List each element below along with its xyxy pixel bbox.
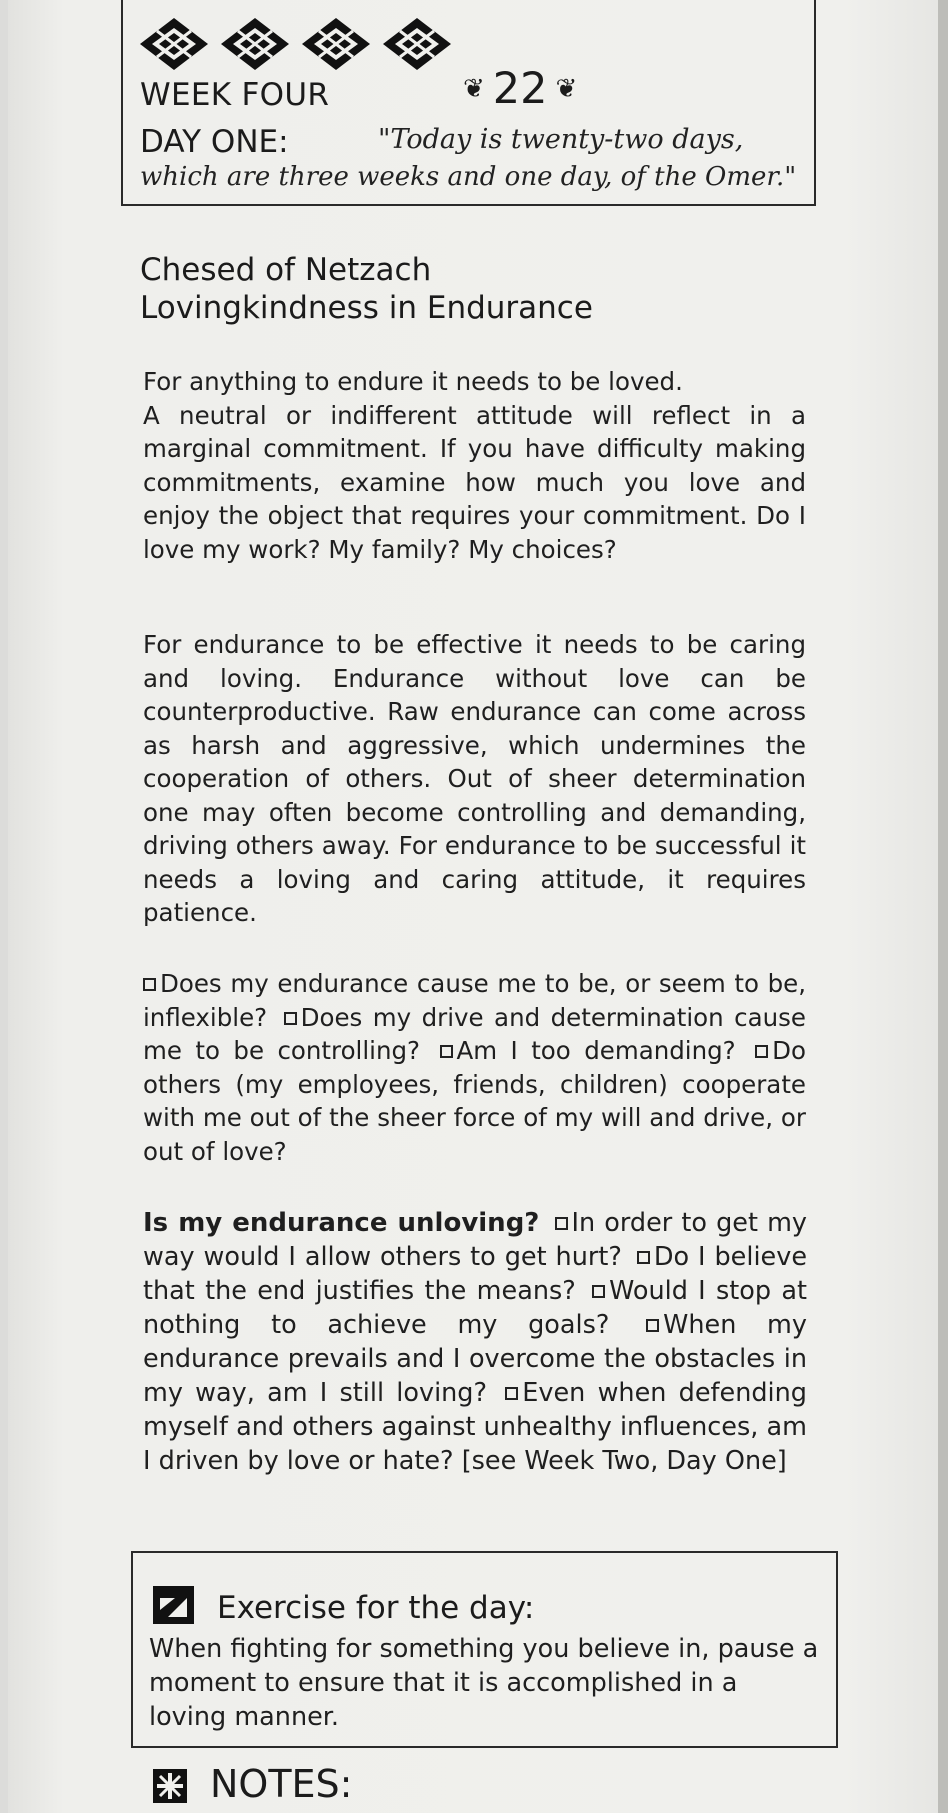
question-item: Does my endurance cause me to be, or seem to be, inflexible? (143, 969, 806, 1032)
checkbox-icon (637, 1251, 650, 1264)
day-number (463, 64, 577, 114)
question-item: Do others (my employees, friends, children) cooperate with me out of the sheer force of my will and drive, or out of love? (143, 1036, 806, 1166)
paragraph-endurance (143, 628, 806, 930)
checkbox-icon (646, 1319, 659, 1332)
checked-box-icon (151, 1584, 196, 1626)
day-number-value: 22 (492, 64, 548, 114)
checkbox-icon (143, 978, 156, 991)
question-item: Even when defending myself and others against unhealthy influences, am I driven by love or hate? (143, 1378, 807, 1476)
ornament-diamond-icon (300, 16, 372, 72)
paragraph-love (143, 365, 806, 566)
notes-label: NOTES: (210, 1762, 353, 1806)
checkbox-icon (755, 1045, 768, 1058)
cross-reference: [see Week Two, Day One] (461, 1446, 787, 1476)
ornament-diamond-icon (219, 16, 291, 72)
checkbox-icon (592, 1285, 605, 1298)
page-edge-shadow (938, 0, 948, 1813)
paragraph-lead: For anything to endure it needs to be loved. (143, 367, 683, 396)
question-item: Would I stop at nothing to achieve my goals? (143, 1276, 807, 1340)
week-label: WEEK FOUR (140, 77, 330, 113)
day-label: DAY ONE: (140, 124, 289, 160)
notes-asterisk-icon (152, 1768, 188, 1804)
checkbox-icon (440, 1045, 453, 1058)
ornament-diamond-icon (138, 16, 210, 72)
checkbox-icon (555, 1217, 568, 1230)
week-ornaments (138, 16, 453, 72)
question-item: In order to get my way would I allow others to get hurt? (143, 1208, 807, 1272)
question-list-unloving (143, 1206, 807, 1478)
omer-quote-line2: which are three weeks and one day, of the Omer." (140, 162, 797, 192)
question-item: Does my drive and determination cause me to be controlling? (143, 1002, 806, 1065)
question-list-endurance (143, 967, 806, 1168)
paragraph-body: For endurance to be effective it needs to be caring and loving. Endurance without love can be counterproductive. Raw endurance can come across as harsh and aggressive, which undermines the cooperation of others. Out of sheer determination one may often become controlling and demanding, driving others away. For endurance to be successful it needs a loving and caring attitude, it requires patience. (143, 630, 806, 927)
page-subtitle: Lovingkindness in Endurance (140, 290, 593, 326)
omer-quote-line1: "Today is twenty-two days, (378, 124, 744, 155)
paragraph-body: A neutral or indifferent attitude will reflect in a marginal commitment. If you have difficulty making commitments, examine how much you love and enjoy the object that requires your commitment. Do I love my work? My family? My choices? (143, 400, 806, 564)
exercise-text: When fighting for something you believe in, pause a moment to ensure that it is accomplished in a loving manner. (149, 1634, 819, 1732)
ornament-diamond-icon (381, 16, 453, 72)
ornament-left-icon: ❦ (463, 74, 485, 104)
page-title: Chesed of Netzach (140, 252, 432, 288)
question-item: Do I believe that the end justifies the means? (143, 1242, 808, 1306)
exercise-title: Exercise for the day: (217, 1590, 535, 1626)
question-heading: Is my endurance unloving? (143, 1208, 540, 1238)
checkbox-icon (505, 1387, 518, 1400)
question-item: When my endurance prevails and I overcome the obstacles in my way, am I still loving? (143, 1310, 807, 1408)
ornament-right-icon: ❦ (555, 74, 578, 104)
checkbox-icon (284, 1012, 297, 1025)
question-item: Am I too demanding? (456, 1036, 736, 1065)
